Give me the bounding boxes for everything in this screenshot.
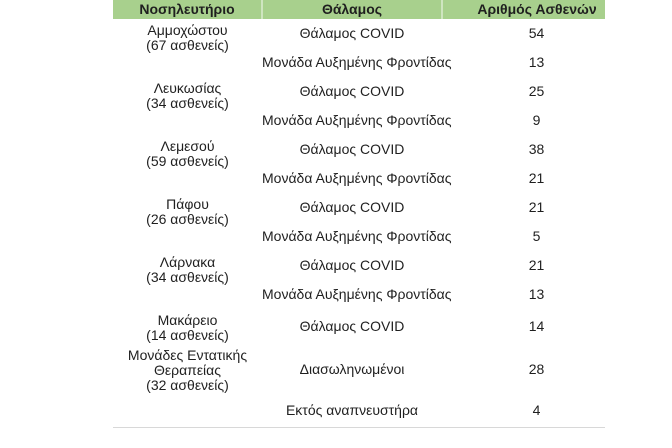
ward-cell: Θάλαμος COVID (299, 83, 405, 99)
ward-cell: Μονάδα Αυξημένης Φροντίδας (262, 286, 452, 302)
hospital-cell (113, 193, 262, 251)
patient-count-cell: 28 (528, 360, 545, 377)
table-row (113, 343, 605, 395)
hospital-name: Αμμοχώστου (147, 22, 228, 38)
hospital-patient-total: (34 ασθενείς) (146, 269, 229, 285)
ward-cell: Εκτός αναπνευστήρα (285, 402, 419, 419)
hospital-patient-total: (34 ασθενείς) (146, 95, 229, 111)
hospital-patient-total: (26 ασθενείς) (146, 211, 229, 227)
hospital-name: Λευκωσίας (153, 80, 222, 96)
patient-count-cell: 21 (528, 170, 545, 186)
hospital-cell (113, 135, 262, 193)
header-ward: Θάλαμος (262, 0, 442, 19)
ward-cell: Μονάδα Αυξημένης Φροντίδας (262, 54, 452, 70)
table-body (113, 19, 605, 427)
patient-count-cell: 14 (528, 317, 545, 334)
hospital-cell (113, 343, 262, 427)
hospital-cell (113, 251, 262, 309)
hospital-cell (113, 77, 262, 135)
patient-count-cell: 25 (528, 83, 545, 99)
ward-cell: Μονάδα Αυξημένης Φροντίδας (262, 170, 452, 186)
hospital-patient-total: (32 ασθενείς) (146, 377, 229, 393)
hospital-name: Μονάδες Εντατικής Θεραπείας (127, 347, 248, 378)
header-patient-count: Αριθμός Ασθενών (442, 0, 605, 19)
patient-count-cell: 38 (528, 141, 545, 157)
hospital-cell (113, 19, 262, 77)
table-row (113, 19, 605, 48)
ward-cell: Θάλαμος COVID (299, 25, 405, 41)
ward-cell: Θάλαμος COVID (299, 199, 405, 215)
patient-count-cell: 13 (528, 54, 545, 70)
table-row (113, 251, 605, 280)
ward-cell: Διασωληνωμένοι (299, 360, 405, 377)
patient-count-cell: 5 (532, 228, 541, 244)
hospitals-covid-table (113, 0, 605, 428)
hospital-name: Λεμεσού (160, 138, 215, 154)
hospital-name: Πάφου (166, 196, 209, 212)
hospital-patient-total: (14 ασθενείς) (146, 327, 229, 343)
patient-count-cell: 21 (528, 199, 545, 215)
ward-cell: Μονάδα Αυξημένης Φροντίδας (262, 112, 452, 128)
patient-count-cell: 21 (528, 257, 545, 273)
hospital-cell (113, 309, 262, 343)
hospital-name: Μακάρειο (157, 312, 218, 328)
patient-count-cell: 54 (528, 25, 545, 41)
table-row (113, 193, 605, 222)
table-header-row (113, 0, 605, 19)
ward-cell: Θάλαμος COVID (299, 257, 405, 273)
header-hospital: Νοσηλευτήριο (113, 0, 262, 19)
hospital-patient-total: (59 ασθενείς) (146, 153, 229, 169)
patient-count-cell: 13 (528, 286, 545, 302)
table-row (113, 77, 605, 106)
table-row (113, 309, 605, 343)
ward-cell: Θάλαμος COVID (299, 317, 405, 334)
ward-cell: Θάλαμος COVID (299, 141, 405, 157)
hospital-name: Λάρνακα (159, 254, 216, 270)
hospital-patient-total: (67 ασθενείς) (146, 37, 229, 53)
patient-count-cell: 9 (532, 112, 541, 128)
ward-cell: Μονάδα Αυξημένης Φροντίδας (262, 228, 452, 244)
table-row (113, 135, 605, 164)
patient-count-cell: 4 (532, 402, 541, 419)
